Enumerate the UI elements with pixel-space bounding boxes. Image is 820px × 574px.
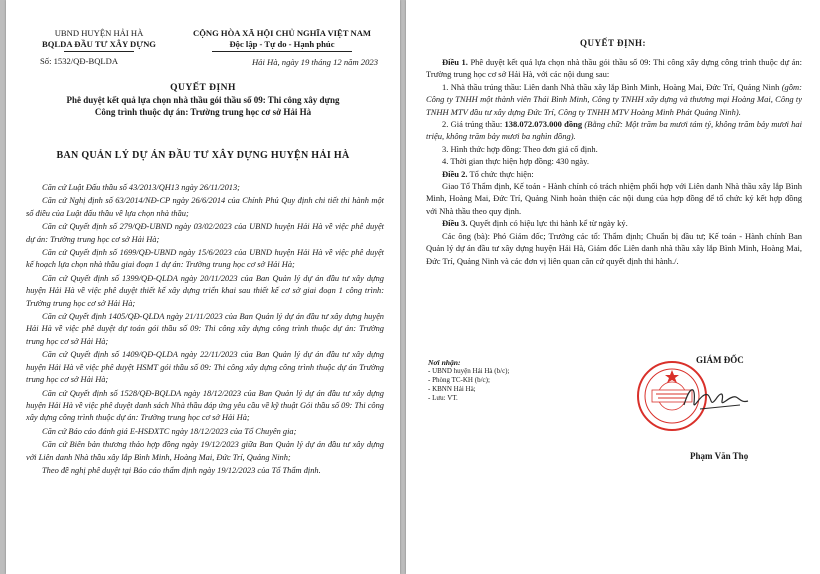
article-label: Điều 3.: [442, 218, 468, 229]
legal-basis: [26, 182, 384, 478]
signer-title: GIÁM ĐỐC: [696, 355, 744, 365]
divider: [212, 51, 352, 52]
signer-name: Phạm Văn Thọ: [690, 451, 749, 461]
article-label: Điều 2.: [442, 168, 468, 179]
basis-item: Căn cứ Báo cáo đánh giá E-HSĐXTC ngày 18/12/2023 của Tổ Chuyên gia;: [42, 426, 297, 436]
document-number: Số: 1532/QĐ-BQLDA: [40, 56, 119, 66]
basis-item: Căn cứ Luật Đấu thầu số 43/2013/QH13 ngày 26/11/2013;: [42, 183, 240, 192]
decision-subject-line2: Công trình thuộc dự án: Trường trung học cơ sở Hải Hà: [94, 107, 312, 117]
recipient-item: - Lưu: VT.: [428, 394, 458, 402]
article-1-item-2: 2. Giá trúng thầu: 138.072.073.000 đồng (Bằng chữ: Một trăm ba mươi tám tỷ, không trăm bảy mươi hai triệu, không trăm bảy mươi ba nghìn đồng).: [426, 119, 802, 142]
handwritten-signature-icon: [680, 381, 750, 417]
country-name: CỘNG HÒA XÃ HỘI CHỦ NGHĨA VIỆT NAM: [192, 28, 372, 38]
basis-item: Theo đề nghị phê duyệt tại Báo cáo thẩm định ngày 19/12/2023 của Tổ Thẩm định.: [42, 465, 321, 475]
national-heading: [174, 28, 390, 68]
signature-block: [618, 355, 798, 475]
agency-parent: UBND HUYỆN HẢI HÀ: [54, 28, 144, 38]
national-motto: Độc lập - Tự do - Hạnh phúc: [229, 39, 335, 49]
basis-item: Căn cứ Quyết định 1405/QĐ-QLDA ngày 21/11/2023 của Ban Quản lý dự án đầu tư xây dựng huyện Hải Hà về việc phê duyệt dự toán gói thầu số 09: Thi công xây dựng công trình thuộc dự án: Trường trung học cơ sở Hải Hà;: [26, 312, 384, 346]
basis-item: Căn cứ Quyết định số 1699/QĐ-UBND ngày 15/6/2023 của UBND huyện Hải Hà về việc phê duyệt kế hoạch lựa chọn nhà thầu giai đoạn 1 dự án: Trường trung học cơ sở Hải Hà;: [26, 248, 384, 270]
authority-name: BAN QUẢN LÝ DỰ ÁN ĐẦU TƯ XÂY DỰNG HUYỆN HẢI HÀ: [56, 150, 350, 161]
agency-name: BQLDA ĐẦU TƯ XÂY DỰNG: [42, 39, 156, 49]
document-page-1: [6, 0, 400, 574]
basis-item: Căn cứ Quyết định số 1528/QĐ-BQLDA ngày 18/12/2023 của Ban Quản lý dự án đầu tư xây dựng huyện Hải Hà về việc phê duyệt danh sách Nhà thầu đáp ứng yêu cầu về kỹ thuật Gói thầu số 09: Thi công xây dựng công trình thuộc dự án: Trường trung học cơ sở Hải Hà;: [26, 388, 384, 423]
issuing-agency: [24, 28, 174, 67]
basis-item: Căn cứ Quyết định số 1409/QĐ-QLDA ngày 22/11/2023 của Ban Quản lý dự án đầu tư xây dựng huyện Hải Hà về việc phê duyệt HSMT gói thầu số 09: Thi công xây dựng công trình thuộc dự án Trường trung học cơ sở Hải Hà;: [26, 350, 384, 385]
recipient-item: - KBNN Hải Hà;: [428, 385, 476, 393]
decision-section-title: QUYẾT ĐỊNH:: [579, 38, 647, 48]
article-1-item-3: 3. Hình thức hợp đồng: Theo đơn giá cố định.: [442, 143, 598, 154]
article-2-body: Giao Tổ Thẩm định, Kế toán - Hành chính có trách nhiệm phối hợp với Liên danh Nhà thầu xây lắp Bình Minh, Hoàng Mai, Đức Trí, Quảng Ninh hoàn thiện các nội dung của hợp đồng để tổ chức ký kết hợp đồng với Nhà thầu theo quy định.: [426, 181, 802, 216]
issue-date: Hải Hà, ngày 19 tháng 12 năm 2023: [251, 57, 378, 67]
document-header: [6, 28, 400, 78]
decision-heading: QUYẾT ĐỊNH: [170, 83, 236, 93]
recipient-item: - Phòng TC-KH (b/c);: [428, 376, 490, 384]
recipient-item: - UBND huyện Hải Hà (b/c);: [428, 367, 510, 375]
article-2: Điều 2. Tổ chức thực hiện:: [442, 168, 534, 179]
basis-item: Căn cứ Quyết định số 279/QĐ-UBND ngày 03/02/2023 của UBND huyện Hải Hà về việc phê duyệt dự án: Trường trung học cơ sở Hải Hà;: [26, 222, 384, 244]
decision-title-block: [16, 82, 390, 118]
basis-item: Căn cứ Nghị định số 63/2014/NĐ-CP ngày 26/6/2014 của Chính Phủ Quy định chi tiết thi hành một số điều của Luật đấu thầu về lựa chọn nhà thầu;: [26, 196, 384, 218]
decision-body: [426, 56, 802, 267]
divider: [64, 51, 134, 52]
winning-price: 138.072.073.000 đồng: [504, 119, 583, 130]
document-page-2: [406, 0, 820, 574]
article-label: Điều 1.: [442, 57, 468, 67]
decision-subject-line1: Phê duyệt kết quả lựa chọn nhà thầu gói thầu số 09: Thi công xây dựng: [66, 95, 340, 105]
article-1-item-1: 1. Nhà thầu trúng thầu: Liên danh Nhà thầu xây lắp Bình Minh, Hoàng Mai, Đức Trí, Quảng Ninh (gồm: Công ty TNHH một thành viên Thái Bình Minh, Công ty TNHH xây dựng và thương mại Hoàng Mai, Công ty TNHH MTV đầu tư xây dựng Đức Trí, Công ty TNHH MTV Hoàng Minh Phát Quảng Ninh).: [426, 81, 802, 117]
article-1-item-4: 4. Thời gian thực hiện hợp đồng: 430 ngày.: [442, 156, 589, 167]
article-3-body: Các ông (bà): Phó Giám đốc; Trưởng các tổ: Thẩm định; Chuẩn bị đầu tư; Kế toán - Hành chính Ban Quản lý dự án đầu tư xây dựng huyện Hải Hà, Giám đốc Liên danh nhà thầu xây lắp Bình Minh, Hoàng Mai, Đức Trí, Quảng Ninh và các đơn vị liên quan căn cứ quyết định thi hành./.: [426, 230, 802, 266]
article-1: Điều 1. Phê duyệt kết quả lựa chọn nhà thầu gói thầu số 09: Thi công xây dựng công trình thuộc dự án: Trường trung học cơ sở Hải Hà, với các nội dung sau:: [426, 57, 803, 80]
basis-item: Căn cứ Quyết định số 1399/QĐ-QLDA ngày 20/11/2023 của Ban Quản lý dự án đầu tư xây dựng huyện Hải Hà về việc phê duyệt thiết kế xây dựng triển khai sau thiết kế cơ sở giai đoạn 1 công trình: Trường trung học cơ sở Hải Hà;: [26, 273, 384, 308]
recipients-heading: Nơi nhận:: [428, 358, 461, 367]
article-3: Điều 3. Quyết định có hiệu lực thi hành kể từ ngày ký.: [442, 218, 628, 229]
basis-item: Căn cứ Biên bản thương thảo hợp đồng ngày 19/12/2023 giữa Ban Quản lý dự án đầu tư xây dựng với Liên danh Nhà thầu xây lắp Bình Minh, Hoàng Mai, Đức Trí, Quảng Ninh;: [26, 440, 384, 462]
recipients-list: [428, 358, 588, 403]
